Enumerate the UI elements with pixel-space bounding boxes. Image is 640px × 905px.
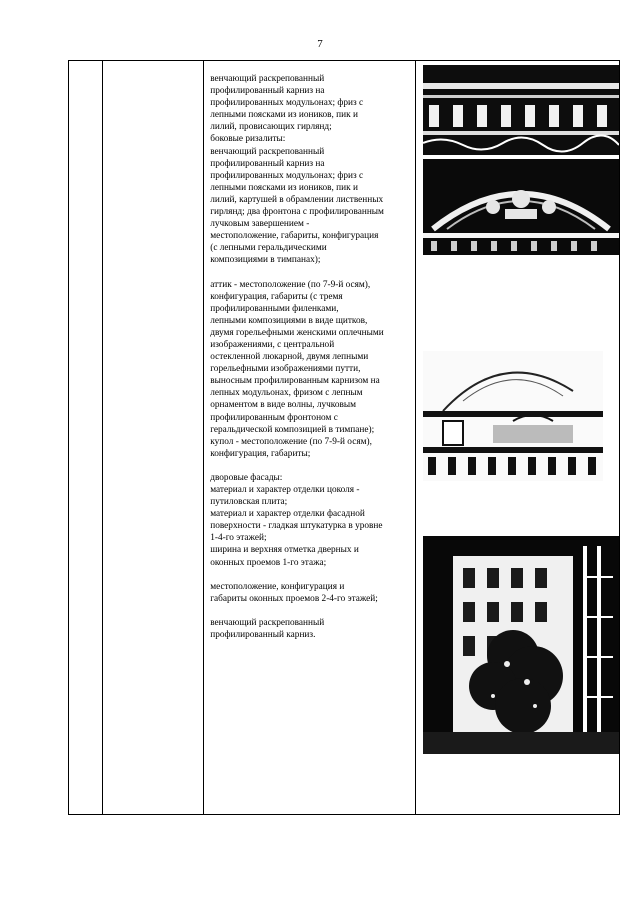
description-line: оконных проемов 1-го этажа; [210, 557, 327, 568]
description-text [210, 73, 409, 641]
description-line: геральдической композицией в тимпане); [210, 424, 375, 435]
description-line: профилированных модульонах; фриз с [210, 170, 364, 181]
pediment-photo [423, 159, 619, 255]
description-line: профилированным фронтоном с [210, 412, 338, 423]
description-line: дворовые фасады: [210, 472, 283, 483]
description-line: местоположение, конфигурация и [210, 581, 345, 592]
description-line: конфигурация, габариты (с тремя [210, 291, 343, 302]
description-line: выносным профилированным карнизом на [210, 376, 380, 387]
description-line: ширина и верхняя отметка дверных и [210, 545, 359, 556]
description-line: лепными поясками из иоников, пик и [210, 110, 358, 121]
description-line: лилий, провисающих гирлянд; [210, 122, 332, 133]
number-cell [69, 61, 103, 815]
description-line: двумя горельефными женскими оплечными [210, 327, 384, 338]
description-line: лепных модульонах, фризом с лепным [210, 388, 363, 399]
description-line: материал и характер отделки фасадной [210, 509, 365, 520]
description-line: купол - местоположение (по 7-9-й осям), [210, 436, 372, 447]
attic-dome-photo [423, 351, 603, 481]
description-line: венчающий раскрепованный [210, 146, 325, 157]
description-line: венчающий раскрепованный [210, 617, 325, 628]
description-line: лучковым завершением - [210, 219, 310, 230]
monument-subject-table [68, 60, 620, 815]
description-line: остекленной люкарной, двумя лепными [210, 352, 369, 363]
cornice-frieze-photo [423, 65, 619, 155]
description-line: композициями в тимпанах); [210, 255, 321, 266]
description-line: венчающий раскрепованный [210, 74, 325, 84]
description-line: профилированных модульонах; фриз с [210, 98, 364, 109]
description-line: лилий, картушей в обрамлении лиственных [210, 194, 384, 205]
description-line: поверхности - гладкая штукатурка в уровне [210, 521, 383, 532]
description-line: орнаментом в виде волны, лучковым [210, 400, 357, 411]
description-line: конфигурация, габариты; [210, 448, 311, 459]
description-line: лепными композициями в виде щитков, [210, 315, 368, 326]
description-line: местоположение, габариты, конфигурация [210, 231, 379, 242]
description-line: габариты оконных проемов 2-4-го этажей; [210, 593, 378, 604]
paragraph-gap [210, 569, 409, 581]
name-cell [103, 61, 204, 815]
description-line: лепными поясками из иоников, пик и [210, 182, 358, 193]
description-line: гирлянд; два фронтона с профилированным [210, 207, 384, 218]
description-line: (с лепными геральдическими [210, 243, 327, 254]
description-line: профилированный карниз на [210, 158, 325, 169]
description-line: путиловская плита; [210, 497, 288, 508]
description-line: аттик - местоположение (по 7-9-й осям), [210, 279, 371, 290]
description-line: профилированными филенками, [210, 303, 339, 314]
paragraph-gap [210, 460, 409, 472]
page-number: 7 [317, 38, 323, 50]
paragraph-gap [210, 267, 409, 279]
description-line: горельефными изображениями путти, [210, 364, 361, 375]
description-line: боковые ризалиты: [210, 134, 286, 145]
description-line: профилированный карниз. [210, 629, 316, 640]
description-cell [204, 61, 415, 815]
description-line: материал и характер отделки цоколя - [210, 485, 360, 495]
photo-cell [415, 61, 619, 815]
description-line: профилированный карниз на [210, 86, 325, 97]
description-line: 1-4-го этажей; [210, 533, 267, 544]
paragraph-gap [210, 605, 409, 617]
description-line: изображениями, с центральной [210, 339, 335, 350]
courtyard-facade-photo [423, 536, 619, 754]
